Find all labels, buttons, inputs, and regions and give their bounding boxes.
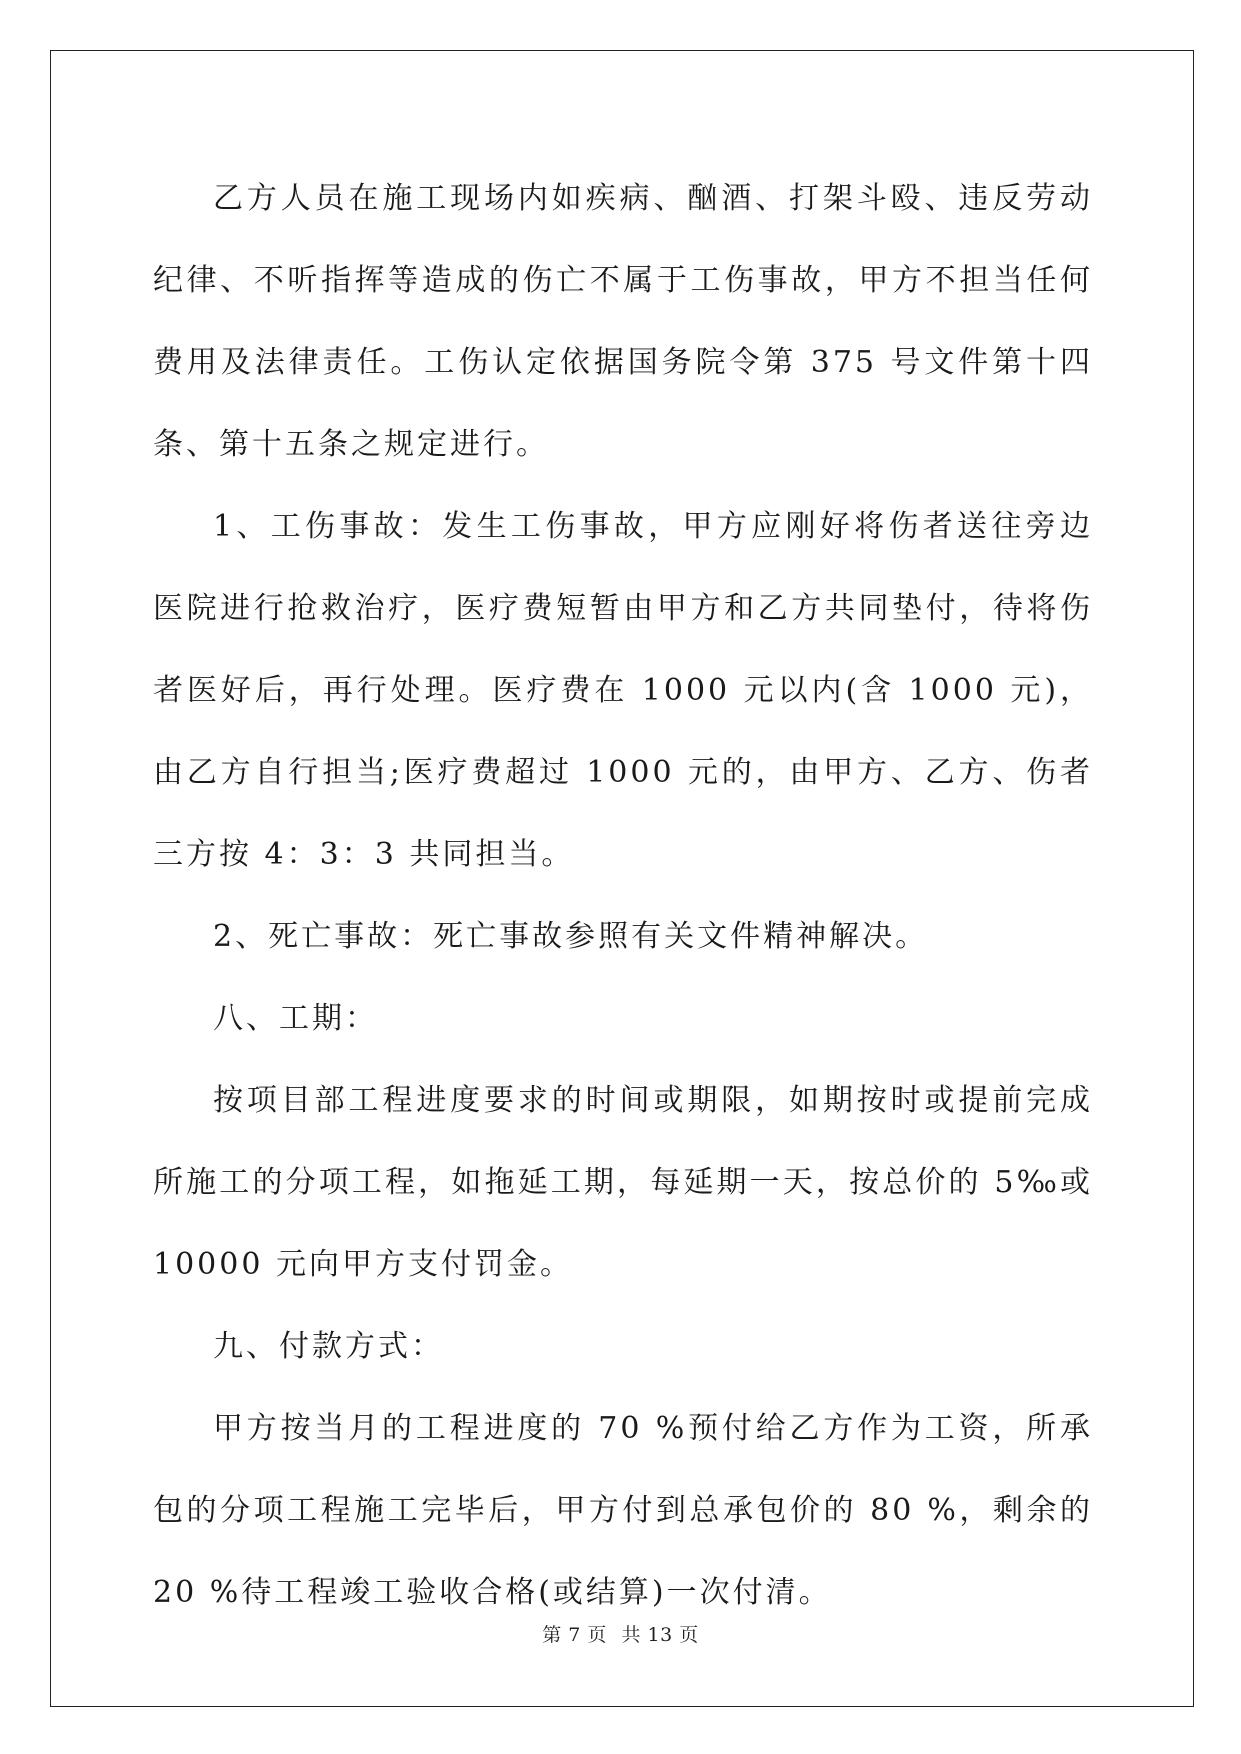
paragraph: 按项目部工程进度要求的时间或期限，如期按时或提前完成所施工的分项工程，如拖延工期，每延期一天，按总价的 5‰或 10000 元向甲方支付罚金。 xyxy=(153,1083,1093,1282)
section-heading: 九、付款方式： xyxy=(213,1329,444,1364)
paragraph: 乙方人员在施工现场内如疾病、酗酒、打架斗殴、违反劳动纪律、不听指挥等造成的伤亡不属于工伤事故，甲方不担当任何费用及法律责任。工伤认定依据国务院令第 375 号文件第十四条、第十五条之规定进行。 xyxy=(153,181,1093,462)
paragraph: 1、工伤事故：发生工伤事故，甲方应刚好将伤者送往旁边医院进行抢救治疗，医疗费短暂由甲方和乙方共同垫付，待将伤者医好后，再行处理。医疗费在 1000 元以内(含 1000 元)，由乙方自行担当;医疗费超过 1000 元的，由甲方、乙方、伤者三方按 4：3：3 共同担当。 xyxy=(153,509,1093,872)
page-total: 共 13 页 xyxy=(621,1624,699,1646)
document-body xyxy=(153,158,1093,1634)
paragraph: 甲方按当月的工程进度的 70 %预付给乙方作为工资，所承包的分项工程施工完毕后，甲方付到总承包价的 80 %，剩余的 20 %待工程竣工验收合格(或结算)一次付清。 xyxy=(153,1411,1093,1610)
paragraph: 2、死亡事故：死亡事故参照有关文件精神解决。 xyxy=(213,919,929,954)
page-footer xyxy=(0,1620,1241,1647)
section-heading: 八、工期： xyxy=(213,1001,378,1036)
page-number: 第 7 页 xyxy=(542,1624,607,1646)
